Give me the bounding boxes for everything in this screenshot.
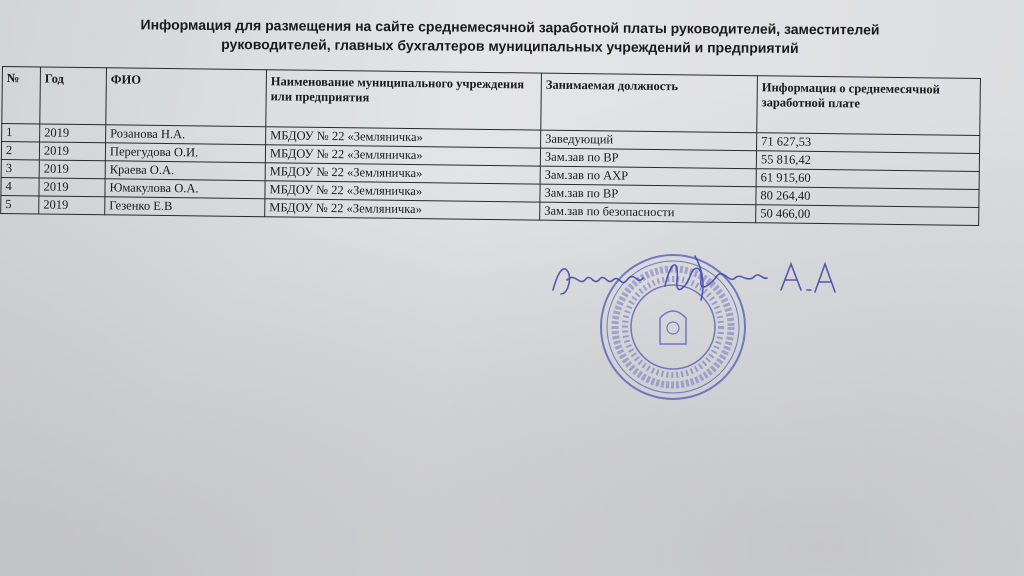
cell-salary: 71 627,53: [757, 133, 980, 154]
cell-year: 2019: [39, 160, 105, 179]
cell-position: Зам.зав по безопасности: [540, 202, 756, 223]
cell-name: Розанова Н.А.: [106, 125, 266, 145]
cell-institution: МБДОУ № 22 «Земляничка»: [265, 145, 540, 166]
document-title: [40, 15, 980, 60]
stamp-emblem-detail: [667, 322, 679, 334]
cell-position: Заведующий: [541, 130, 757, 151]
cell-year: 2019: [39, 196, 105, 215]
cell-number: 1: [2, 124, 40, 142]
cell-institution: МБДОУ № 22 «Земляничка»: [265, 199, 540, 220]
cell-name: Перегудова О.И.: [105, 143, 265, 163]
title-line-1: Информация для размещения на сайте среднемесячной заработной платы руководителей, заместителей: [140, 16, 880, 38]
cell-institution: МБДОУ № 22 «Земляничка»: [265, 163, 540, 184]
cell-salary: 80 264,40: [756, 187, 979, 208]
signature-stroke-initials: [781, 264, 835, 292]
cell-name: Краева О.А.: [105, 161, 265, 181]
cell-number: 4: [1, 177, 39, 195]
cell-number: 2: [1, 142, 39, 160]
header-salary: Информация о среднемесячной заработной плате: [757, 76, 981, 136]
header-position: Занимаемая должность: [541, 73, 758, 133]
stamp-emblem: [660, 311, 686, 344]
cell-year: 2019: [40, 124, 106, 143]
cell-position: Зам.зав по ВР: [540, 148, 756, 169]
signature-stroke-title: [553, 269, 643, 294]
cell-name: Юмакулова О.А.: [105, 179, 265, 199]
header-year: Год: [40, 67, 107, 125]
cell-name: Гезенко Е.В: [105, 197, 265, 217]
cell-number: 3: [1, 159, 39, 177]
cell-institution: МБДОУ № 22 «Земляничка»: [266, 127, 541, 148]
handwritten-signature: [545, 250, 845, 310]
salary-table: [0, 66, 981, 226]
cell-position: Зам.зав по ВР: [540, 184, 756, 205]
title-line-2: руководителей, главных бухгалтеров муниципальных учреждений и предприятий: [221, 35, 799, 57]
signature-stroke-name: [665, 265, 767, 290]
header-number: №: [2, 67, 41, 124]
cell-salary: 50 466,00: [756, 205, 979, 226]
header-name: ФИО: [106, 68, 267, 127]
header-institution: Наименование муниципального учреждения или предприятия: [266, 70, 542, 130]
cell-salary: 55 816,42: [756, 151, 979, 172]
cell-position: Зам.зав по АХР: [540, 166, 756, 187]
cell-institution: МБДОУ № 22 «Земляничка»: [265, 181, 540, 202]
cell-number: 5: [1, 195, 39, 213]
cell-year: 2019: [39, 142, 105, 161]
cell-year: 2019: [39, 178, 105, 197]
salary-table-wrap: [0, 66, 982, 226]
cell-salary: 61 915,60: [756, 169, 979, 190]
